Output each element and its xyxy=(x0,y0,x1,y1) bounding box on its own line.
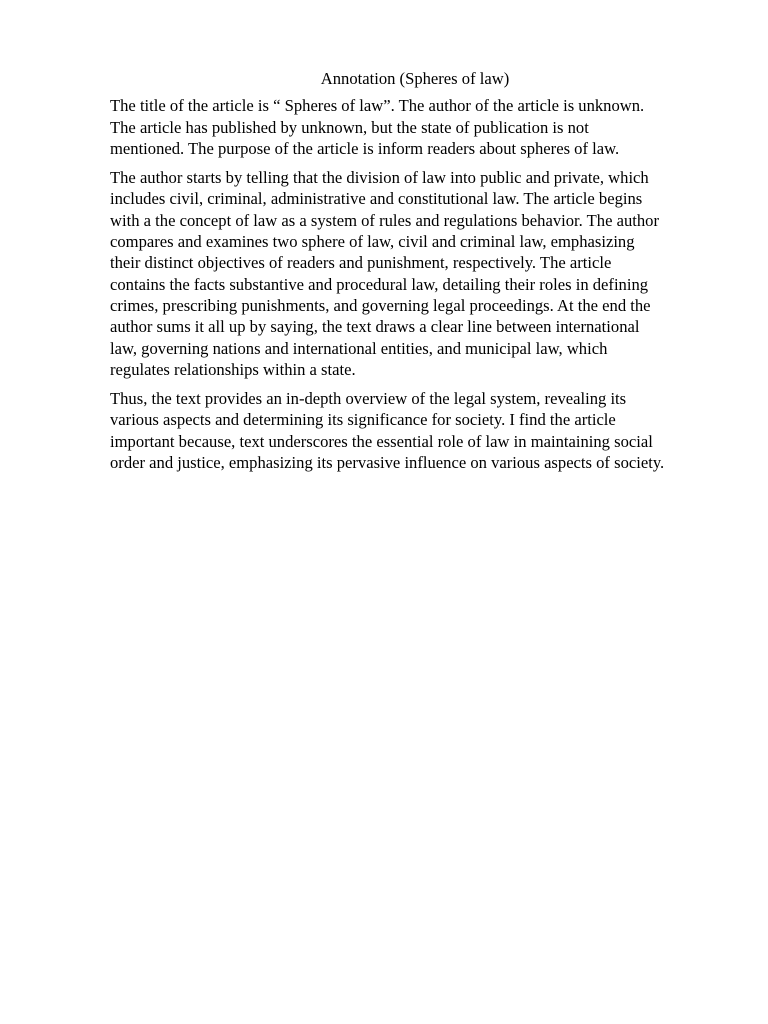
document-title: Annotation (Spheres of law) xyxy=(320,69,510,88)
paragraph-line: law, governing nations and international entities, and municipal law, which xyxy=(110,338,608,358)
paragraph-line: their distinct objectives of readers and punishment, respectively. The article xyxy=(110,253,612,273)
paragraph-line: regulates relationships within a state. xyxy=(110,359,356,379)
paragraph-line: contains the facts substantive and procedural law, detailing their roles in defining xyxy=(110,274,649,294)
paragraph-line: compares and examines two sphere of law, civil and criminal law, emphasizing xyxy=(110,232,635,252)
paragraph-line: order and justice, emphasizing its pervasive influence on various aspects of society. xyxy=(110,453,665,473)
paragraph-1 xyxy=(110,95,720,159)
paragraph-line: various aspects and determining its significance for society. I find the article xyxy=(110,410,616,430)
paragraph-line: The title of the article is “ Spheres of law”. The author of the article is unknown. xyxy=(110,96,645,116)
paragraph-line: author sums it all up by saying, the text draws a clear line between international xyxy=(110,317,640,337)
paragraph-line: The author starts by telling that the division of law into public and private, which xyxy=(110,168,649,188)
paragraph-line: The article has published by unknown, but the state of publication is not xyxy=(110,117,589,137)
paragraph-2 xyxy=(110,167,720,380)
paragraph-line: crimes, prescribing punishments, and governing legal proceedings. At the end the xyxy=(110,295,651,315)
paragraph-line: Thus, the text provides an in-depth overview of the legal system, revealing its xyxy=(110,389,627,409)
paragraph-line: includes civil, criminal, administrative and constitutional law. The article begins xyxy=(110,189,643,209)
paragraph-line: with a the concept of law as a system of rules and regulations behavior. The author xyxy=(110,210,659,230)
document-body xyxy=(110,68,720,481)
paragraph-3 xyxy=(110,388,720,473)
paragraph-line: mentioned. The purpose of the article is inform readers about spheres of law. xyxy=(110,138,620,158)
paragraph-line: important because, text underscores the essential role of law in maintaining social xyxy=(110,431,653,451)
